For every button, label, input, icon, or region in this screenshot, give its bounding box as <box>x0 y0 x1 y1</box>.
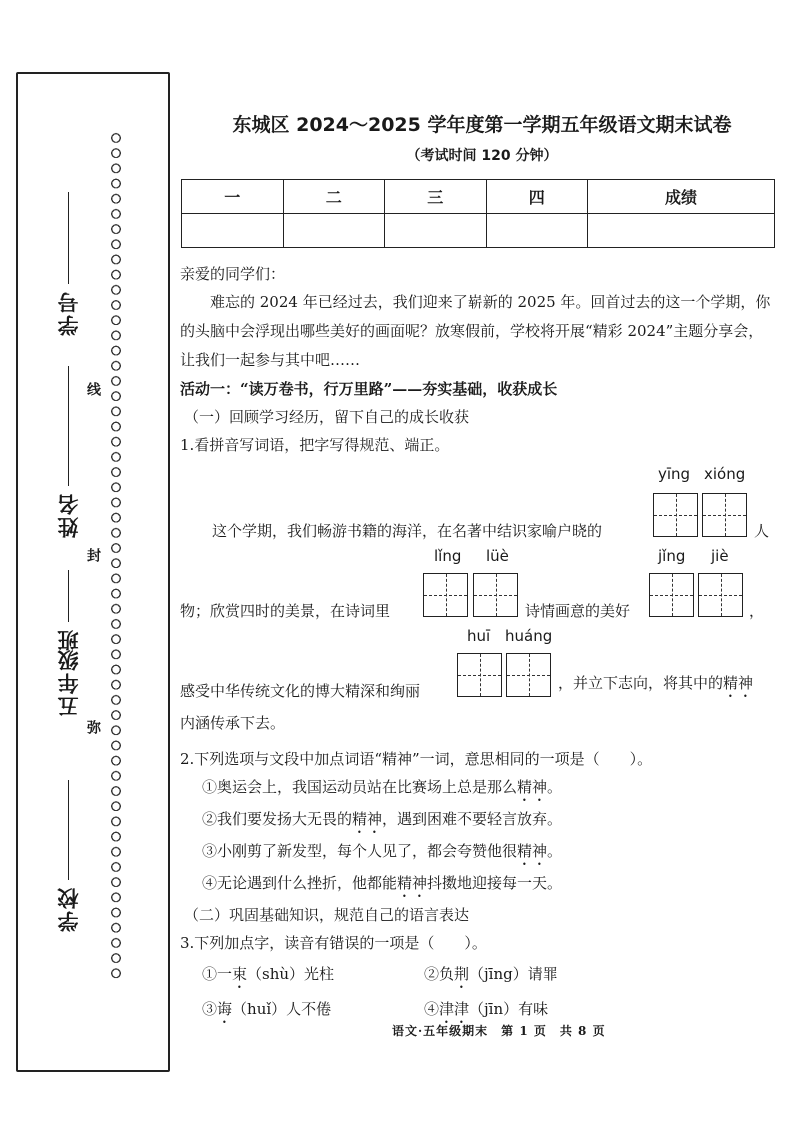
q1-ending: 内涵传承下去。 <box>180 714 286 732</box>
pinyin-huang: huáng <box>505 627 553 645</box>
q2-option-2[interactable]: ②我们要发扬大无畏的精神，遇到困难不要轻言放弃。 <box>202 810 563 828</box>
score-cell-total[interactable] <box>588 214 775 248</box>
score-table-value-row <box>182 214 775 248</box>
section-1-heading: （一）回顾学习经历，留下自己的成长收获 <box>184 408 470 426</box>
pinyin-ying: yīng <box>658 465 691 483</box>
score-cell-2[interactable] <box>283 214 385 248</box>
school-blank[interactable] <box>69 780 70 880</box>
score-cell-4[interactable] <box>486 214 588 248</box>
seal-dotted-line <box>107 130 125 980</box>
q1-row-2-text-a: 物；欣赏四时的美景，在诗词里 <box>180 602 391 620</box>
q1-row-2-text-c: ， <box>749 602 765 620</box>
class-field[interactable] <box>54 570 84 651</box>
grade-field <box>54 642 84 717</box>
tianzige-box[interactable] <box>473 573 518 617</box>
student-id-blank[interactable] <box>69 192 70 284</box>
pinyin-ling: lǐng <box>434 547 462 565</box>
tianzige-box[interactable] <box>457 653 502 697</box>
q1-row-3-text-after <box>558 672 753 701</box>
pinyin-jie: jiè <box>711 547 729 565</box>
page-footer: 语文·五年级期末 第 1 页 共 8 页 <box>392 1024 606 1038</box>
pinyin-jing: jǐng <box>658 547 686 565</box>
q3-prompt: 3.下列加点字，读音有错误的一项是（ ）。 <box>180 934 487 952</box>
tianzige-box[interactable] <box>698 573 743 617</box>
class-label: 班 <box>56 628 81 651</box>
pinyin-xiong: xióng <box>704 465 746 483</box>
q1-row-1-text-before: 这个学期，我们畅游书籍的海洋，在名著中结识家喻户晓的 <box>212 522 603 540</box>
q1-row-2 <box>180 545 776 625</box>
section-2-heading: （二）巩固基础知识，规范自己的语言表达 <box>184 906 470 924</box>
score-header-total: 成绩 <box>588 180 775 214</box>
pinyin-lue: lüè <box>486 547 509 565</box>
student-id-field[interactable] <box>54 192 84 336</box>
score-header-1: 一 <box>182 180 284 214</box>
tianzige-box[interactable] <box>506 653 551 697</box>
seal-char-xian: 线 <box>85 382 101 396</box>
q1-row-2-text-b: 诗情画意的美好 <box>525 602 631 620</box>
binding-frame <box>16 72 170 1072</box>
tianzige-box[interactable] <box>702 493 747 537</box>
seal-char-feng: 封 <box>85 548 101 562</box>
q1-row-1 <box>180 459 776 545</box>
intro-body: 难忘的 2024 年已经过去，我们迎来了崭新的 2025 年。回首过去的这一个学期，你的头脑中会浮现出哪些美好的画面呢？放寒假前，学校将开展“精彩 2024”主题分享会，让我们一起参与其中吧…… <box>180 293 771 369</box>
q3-option-4[interactable]: ④津津（jīn）有味 <box>424 1000 549 1018</box>
score-header-4: 四 <box>486 180 588 214</box>
tianzige-box[interactable] <box>423 573 468 617</box>
tianzige-box[interactable] <box>653 493 698 537</box>
intro-greeting: 亲爱的同学们： <box>180 265 286 283</box>
score-cell-1[interactable] <box>182 214 284 248</box>
name-blank[interactable] <box>69 366 70 486</box>
q1-row-3-after-text: ，并立下志向，将其中的 <box>558 674 724 692</box>
q1-row-3 <box>180 625 776 705</box>
q3-options <box>180 957 776 1027</box>
pinyin-hui: huī <box>467 627 491 645</box>
exam-title: 东城区 2024～2025 学年度第一学期五年级语文期末试卷 <box>232 114 732 136</box>
q3-option-3[interactable]: ③诲（huǐ）人不倦 <box>202 1000 332 1018</box>
score-table <box>181 179 775 248</box>
school-field[interactable] <box>54 780 84 932</box>
grade-label: 五年级 <box>56 648 81 717</box>
activity-title: 活动一：“读万卷书，行万里路”——夯实基础，收获成长 <box>180 380 558 398</box>
score-header-3: 三 <box>385 180 487 214</box>
name-label: 姓名 <box>56 492 81 538</box>
dotted-word-jingshen: 精神 <box>723 674 754 692</box>
q3-option-1[interactable]: ①一束（shù）光柱 <box>202 965 335 983</box>
score-table-header-row <box>182 180 775 214</box>
q1-row-3-text-before: 感受中华传统文化的博大精深和绚丽 <box>180 682 421 700</box>
exam-content <box>180 110 776 1027</box>
name-field[interactable] <box>54 366 84 538</box>
q2-option-1[interactable]: ①奥运会上，我国运动员站在比赛场上总是那么精神。 <box>202 778 563 796</box>
class-blank[interactable] <box>69 570 70 622</box>
q2-option-3[interactable]: ③小刚剪了新发型，每个人见了，都会夸赞他很精神。 <box>202 842 563 860</box>
student-id-label: 学号 <box>56 290 81 336</box>
school-label: 学校 <box>56 886 81 932</box>
q1-row-1-text-after: 人 <box>754 522 770 540</box>
q1-prompt: 1.看拼音写词语，把字写得规范、端正。 <box>180 436 450 454</box>
score-header-2: 二 <box>283 180 385 214</box>
seal-char-mi: 弥 <box>85 720 101 734</box>
tianzige-box[interactable] <box>649 573 694 617</box>
q2-option-4[interactable]: ④无论遇到什么挫折，他都能精神抖擞地迎接每一天。 <box>202 874 563 892</box>
q3-option-2[interactable]: ②负荆（jīng）请罪 <box>424 965 558 983</box>
exam-subtitle: （考试时间 120 分钟） <box>406 148 558 164</box>
q2-prompt: 2.下列选项与文段中加点词语“精神”一词，意思相同的一项是（ ）。 <box>180 750 653 768</box>
score-cell-3[interactable] <box>385 214 487 248</box>
